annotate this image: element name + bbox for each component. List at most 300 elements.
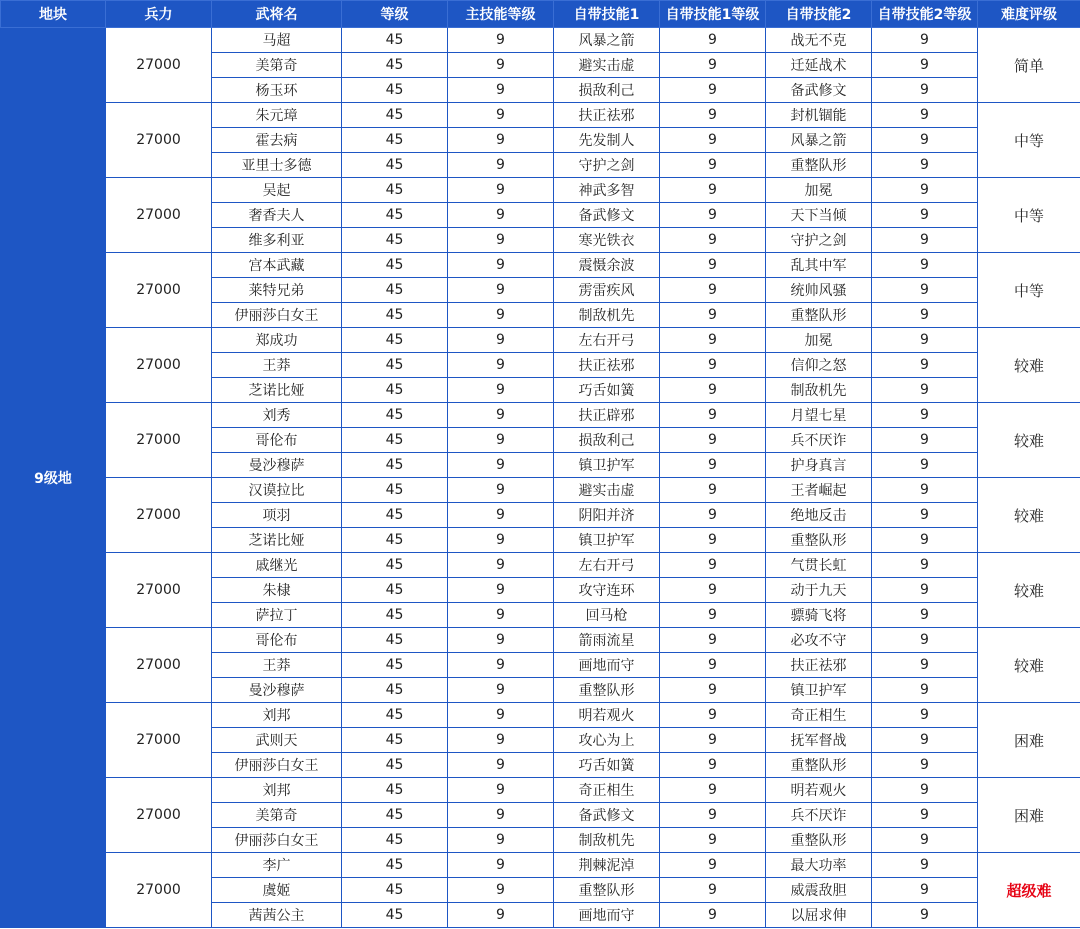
table-row <box>1 328 1080 353</box>
header-level: 等级 <box>342 1 448 28</box>
skill2-cell: 奇正相生 <box>766 703 872 728</box>
main-skill-level-cell: 9 <box>448 378 554 403</box>
skill2-level-cell: 9 <box>872 453 978 478</box>
hero-level-cell: 45 <box>342 528 448 553</box>
skill1-cell: 阴阳并济 <box>554 503 660 528</box>
skill2-cell: 封机锢能 <box>766 103 872 128</box>
hero-level-cell: 45 <box>342 303 448 328</box>
hero-name-cell: 茜茜公主 <box>212 903 342 928</box>
hero-name-cell: 亚里士多德 <box>212 153 342 178</box>
skill2-level-cell: 9 <box>872 478 978 503</box>
skill2-level-cell: 9 <box>872 228 978 253</box>
skill1-level-cell: 9 <box>660 578 766 603</box>
skill2-level-cell: 9 <box>872 128 978 153</box>
skill1-level-cell: 9 <box>660 753 766 778</box>
hero-level-cell: 45 <box>342 778 448 803</box>
hero-level-cell: 45 <box>342 203 448 228</box>
table-row <box>1 553 1080 578</box>
hero-level-cell: 45 <box>342 703 448 728</box>
hero-name-cell: 戚继光 <box>212 553 342 578</box>
skill1-cell: 震慑余波 <box>554 253 660 278</box>
troops-cell: 27000 <box>106 778 212 853</box>
main-skill-level-cell: 9 <box>448 828 554 853</box>
skill1-cell: 扶正辟邪 <box>554 403 660 428</box>
hero-name-cell: 哥伦布 <box>212 628 342 653</box>
skill1-cell: 损敌利己 <box>554 78 660 103</box>
troops-cell: 27000 <box>106 253 212 328</box>
skill1-level-cell: 9 <box>660 78 766 103</box>
hero-level-cell: 45 <box>342 753 448 778</box>
skill1-level-cell: 9 <box>660 903 766 928</box>
table-row <box>1 628 1080 653</box>
table-row <box>1 703 1080 728</box>
skill2-level-cell: 9 <box>872 353 978 378</box>
skill2-level-cell: 9 <box>872 278 978 303</box>
hero-level-cell: 45 <box>342 28 448 53</box>
main-skill-level-cell: 9 <box>448 278 554 303</box>
hero-level-cell: 45 <box>342 503 448 528</box>
hero-name-cell: 宫本武藏 <box>212 253 342 278</box>
difficulty-cell: 中等 <box>978 253 1080 328</box>
table-row <box>1 403 1080 428</box>
skill1-cell: 先发制人 <box>554 128 660 153</box>
skill2-cell: 兵不厌诈 <box>766 428 872 453</box>
hero-name-cell: 武则天 <box>212 728 342 753</box>
hero-level-cell: 45 <box>342 903 448 928</box>
skill2-cell: 王者崛起 <box>766 478 872 503</box>
skill1-level-cell: 9 <box>660 878 766 903</box>
header-row <box>1 1 1080 28</box>
header-skill2-level: 自带技能2等级 <box>872 1 978 28</box>
main-skill-level-cell: 9 <box>448 503 554 528</box>
skill2-level-cell: 9 <box>872 878 978 903</box>
skill1-level-cell: 9 <box>660 303 766 328</box>
troops-cell: 27000 <box>106 178 212 253</box>
main-skill-level-cell: 9 <box>448 478 554 503</box>
header-troops: 兵力 <box>106 1 212 28</box>
header-skill1: 自带技能1 <box>554 1 660 28</box>
hero-level-cell: 45 <box>342 478 448 503</box>
header-hero-name: 武将名 <box>212 1 342 28</box>
skill1-cell: 画地而守 <box>554 653 660 678</box>
skill1-level-cell: 9 <box>660 178 766 203</box>
hero-level-cell: 45 <box>342 678 448 703</box>
main-skill-level-cell: 9 <box>448 28 554 53</box>
skill1-level-cell: 9 <box>660 28 766 53</box>
table-row <box>1 253 1080 278</box>
main-skill-level-cell: 9 <box>448 703 554 728</box>
skill2-level-cell: 9 <box>872 603 978 628</box>
skill1-level-cell: 9 <box>660 228 766 253</box>
troops-cell: 27000 <box>106 703 212 778</box>
difficulty-cell: 困难 <box>978 778 1080 853</box>
hero-name-cell: 刘秀 <box>212 403 342 428</box>
troops-cell: 27000 <box>106 403 212 478</box>
skill1-cell: 避实击虚 <box>554 53 660 78</box>
skill1-cell: 箭雨流星 <box>554 628 660 653</box>
main-skill-level-cell: 9 <box>448 778 554 803</box>
skill1-cell: 制敌机先 <box>554 828 660 853</box>
skill2-cell: 备武修文 <box>766 78 872 103</box>
skill1-cell: 巧舌如簧 <box>554 378 660 403</box>
skill1-cell: 巧舌如簧 <box>554 753 660 778</box>
skill1-level-cell: 9 <box>660 678 766 703</box>
skill1-cell: 重整队形 <box>554 878 660 903</box>
skill1-cell: 荆棘泥淖 <box>554 853 660 878</box>
skill1-level-cell: 9 <box>660 553 766 578</box>
hero-name-cell: 马超 <box>212 28 342 53</box>
difficulty-cell: 困难 <box>978 703 1080 778</box>
hero-name-cell: 芝诺比娅 <box>212 378 342 403</box>
hero-level-cell: 45 <box>342 378 448 403</box>
skill2-cell: 战无不克 <box>766 28 872 53</box>
skill1-level-cell: 9 <box>660 453 766 478</box>
hero-level-cell: 45 <box>342 228 448 253</box>
hero-level-cell: 45 <box>342 453 448 478</box>
skill2-level-cell: 9 <box>872 678 978 703</box>
main-skill-level-cell: 9 <box>448 78 554 103</box>
hero-level-cell: 45 <box>342 253 448 278</box>
difficulty-cell: 较难 <box>978 478 1080 553</box>
skill1-cell: 神武多智 <box>554 178 660 203</box>
main-skill-level-cell: 9 <box>448 553 554 578</box>
header-area: 地块 <box>1 1 106 28</box>
skill2-level-cell: 9 <box>872 703 978 728</box>
skill2-cell: 扶正祛邪 <box>766 653 872 678</box>
skill1-cell: 守护之剑 <box>554 153 660 178</box>
skill2-cell: 重整队形 <box>766 753 872 778</box>
skill1-level-cell: 9 <box>660 853 766 878</box>
skill2-level-cell: 9 <box>872 53 978 78</box>
hero-name-cell: 王莽 <box>212 653 342 678</box>
skill2-cell: 威震敌胆 <box>766 878 872 903</box>
hero-name-cell: 吴起 <box>212 178 342 203</box>
hero-name-cell: 汉谟拉比 <box>212 478 342 503</box>
hero-level-cell: 45 <box>342 403 448 428</box>
header-main-skill-level: 主技能等级 <box>448 1 554 28</box>
skill2-cell: 动于九天 <box>766 578 872 603</box>
skill1-cell: 明若观火 <box>554 703 660 728</box>
skill2-cell: 重整队形 <box>766 303 872 328</box>
skill1-level-cell: 9 <box>660 528 766 553</box>
hero-name-cell: 伊丽莎白女王 <box>212 828 342 853</box>
skill2-level-cell: 9 <box>872 103 978 128</box>
skill1-level-cell: 9 <box>660 828 766 853</box>
area-cell: 9级地 <box>1 28 106 928</box>
skill2-cell: 乱其中军 <box>766 253 872 278</box>
main-skill-level-cell: 9 <box>448 678 554 703</box>
hero-name-cell: 项羽 <box>212 503 342 528</box>
skill1-cell: 备武修文 <box>554 803 660 828</box>
skill1-cell: 镇卫护军 <box>554 453 660 478</box>
hero-name-cell: 莱特兄弟 <box>212 278 342 303</box>
hero-level-cell: 45 <box>342 103 448 128</box>
skill1-level-cell: 9 <box>660 328 766 353</box>
main-skill-level-cell: 9 <box>448 653 554 678</box>
skill1-level-cell: 9 <box>660 53 766 78</box>
skill2-cell: 气贯长虹 <box>766 553 872 578</box>
main-skill-level-cell: 9 <box>448 303 554 328</box>
hero-level-cell: 45 <box>342 628 448 653</box>
skill1-level-cell: 9 <box>660 278 766 303</box>
skill2-level-cell: 9 <box>872 503 978 528</box>
skill2-cell: 护身真言 <box>766 453 872 478</box>
hero-level-cell: 45 <box>342 128 448 153</box>
skill1-cell: 制敌机先 <box>554 303 660 328</box>
skill2-cell: 重整队形 <box>766 153 872 178</box>
skill2-cell: 月望七星 <box>766 403 872 428</box>
hero-name-cell: 伊丽莎白女王 <box>212 303 342 328</box>
hero-level-cell: 45 <box>342 178 448 203</box>
skill2-level-cell: 9 <box>872 178 978 203</box>
main-skill-level-cell: 9 <box>448 453 554 478</box>
skill1-level-cell: 9 <box>660 103 766 128</box>
hero-name-cell: 伊丽莎白女王 <box>212 753 342 778</box>
skill1-cell: 避实击虚 <box>554 478 660 503</box>
troops-cell: 27000 <box>106 103 212 178</box>
skill2-cell: 信仰之怒 <box>766 353 872 378</box>
skill2-cell: 明若观火 <box>766 778 872 803</box>
main-skill-level-cell: 9 <box>448 528 554 553</box>
skill1-level-cell: 9 <box>660 253 766 278</box>
main-skill-level-cell: 9 <box>448 228 554 253</box>
skill2-level-cell: 9 <box>872 403 978 428</box>
hero-level-cell: 45 <box>342 353 448 378</box>
skill1-level-cell: 9 <box>660 153 766 178</box>
skill1-level-cell: 9 <box>660 603 766 628</box>
hero-level-cell: 45 <box>342 328 448 353</box>
main-skill-level-cell: 9 <box>448 903 554 928</box>
skill1-level-cell: 9 <box>660 703 766 728</box>
skill2-level-cell: 9 <box>872 28 978 53</box>
skill2-level-cell: 9 <box>872 653 978 678</box>
main-skill-level-cell: 9 <box>448 203 554 228</box>
table-row <box>1 103 1080 128</box>
troops-cell: 27000 <box>106 553 212 628</box>
hero-name-cell: 虞姬 <box>212 878 342 903</box>
skill2-level-cell: 9 <box>872 553 978 578</box>
skill2-level-cell: 9 <box>872 78 978 103</box>
main-skill-level-cell: 9 <box>448 253 554 278</box>
hero-level-cell: 45 <box>342 553 448 578</box>
main-skill-level-cell: 9 <box>448 128 554 153</box>
skill2-cell: 加冕 <box>766 328 872 353</box>
skill1-level-cell: 9 <box>660 378 766 403</box>
hero-level-cell: 45 <box>342 578 448 603</box>
skill1-cell: 重整队形 <box>554 678 660 703</box>
skill2-level-cell: 9 <box>872 378 978 403</box>
hero-level-cell: 45 <box>342 653 448 678</box>
header-skill1-level: 自带技能1等级 <box>660 1 766 28</box>
hero-name-cell: 霍去病 <box>212 128 342 153</box>
table-row <box>1 178 1080 203</box>
hero-level-cell: 45 <box>342 428 448 453</box>
table-row <box>1 28 1080 53</box>
skill1-level-cell: 9 <box>660 653 766 678</box>
skill2-cell: 镇卫护军 <box>766 678 872 703</box>
skill2-level-cell: 9 <box>872 853 978 878</box>
table-row <box>1 853 1080 878</box>
skill1-level-cell: 9 <box>660 128 766 153</box>
troops-cell: 27000 <box>106 628 212 703</box>
skill1-cell: 画地而守 <box>554 903 660 928</box>
skill2-level-cell: 9 <box>872 778 978 803</box>
skill2-level-cell: 9 <box>872 728 978 753</box>
hero-level-cell: 45 <box>342 803 448 828</box>
skill1-cell: 扶正祛邪 <box>554 353 660 378</box>
troops-cell: 27000 <box>106 328 212 403</box>
skill1-cell: 扶正祛邪 <box>554 103 660 128</box>
skill2-cell: 以屈求伸 <box>766 903 872 928</box>
main-skill-level-cell: 9 <box>448 353 554 378</box>
skill2-cell: 兵不厌诈 <box>766 803 872 828</box>
skill1-level-cell: 9 <box>660 403 766 428</box>
skill1-cell: 攻心为上 <box>554 728 660 753</box>
troops-cell: 27000 <box>106 478 212 553</box>
skill2-cell: 重整队形 <box>766 828 872 853</box>
hero-level-cell: 45 <box>342 78 448 103</box>
skill2-level-cell: 9 <box>872 578 978 603</box>
main-skill-level-cell: 9 <box>448 753 554 778</box>
hero-name-cell: 王莽 <box>212 353 342 378</box>
skill1-level-cell: 9 <box>660 803 766 828</box>
hero-name-cell: 曼沙穆萨 <box>212 453 342 478</box>
skill2-level-cell: 9 <box>872 628 978 653</box>
troops-cell: 27000 <box>106 28 212 103</box>
main-skill-level-cell: 9 <box>448 728 554 753</box>
skill2-level-cell: 9 <box>872 828 978 853</box>
skill2-cell: 统帅风骚 <box>766 278 872 303</box>
skill2-level-cell: 9 <box>872 428 978 453</box>
skill2-cell: 守护之剑 <box>766 228 872 253</box>
hero-level-cell: 45 <box>342 153 448 178</box>
skill2-level-cell: 9 <box>872 753 978 778</box>
skill2-cell: 绝地反击 <box>766 503 872 528</box>
difficulty-cell: 较难 <box>978 553 1080 628</box>
skill1-level-cell: 9 <box>660 353 766 378</box>
hero-name-cell: 哥伦布 <box>212 428 342 453</box>
main-skill-level-cell: 9 <box>448 328 554 353</box>
main-skill-level-cell: 9 <box>448 878 554 903</box>
hero-name-cell: 郑成功 <box>212 328 342 353</box>
skill2-cell: 加冕 <box>766 178 872 203</box>
difficulty-cell: 简单 <box>978 28 1080 103</box>
skill1-cell: 攻守连环 <box>554 578 660 603</box>
main-skill-level-cell: 9 <box>448 578 554 603</box>
difficulty-cell: 较难 <box>978 628 1080 703</box>
skill1-cell: 损敌利己 <box>554 428 660 453</box>
hero-name-cell: 李广 <box>212 853 342 878</box>
difficulty-cell: 较难 <box>978 328 1080 403</box>
main-skill-level-cell: 9 <box>448 803 554 828</box>
hero-name-cell: 朱元璋 <box>212 103 342 128</box>
skill1-cell: 镇卫护军 <box>554 528 660 553</box>
skill1-cell: 奇正相生 <box>554 778 660 803</box>
skill2-level-cell: 9 <box>872 253 978 278</box>
skill1-level-cell: 9 <box>660 728 766 753</box>
hero-name-cell: 杨玉环 <box>212 78 342 103</box>
hero-level-cell: 45 <box>342 278 448 303</box>
main-skill-level-cell: 9 <box>448 178 554 203</box>
skill1-cell: 回马枪 <box>554 603 660 628</box>
hero-level-cell: 45 <box>342 728 448 753</box>
hero-name-cell: 萨拉丁 <box>212 603 342 628</box>
skill2-cell: 迁延战术 <box>766 53 872 78</box>
header-skill2: 自带技能2 <box>766 1 872 28</box>
skill1-level-cell: 9 <box>660 203 766 228</box>
skill2-cell: 抚军督战 <box>766 728 872 753</box>
main-skill-level-cell: 9 <box>448 603 554 628</box>
hero-name-cell: 朱棣 <box>212 578 342 603</box>
skill1-level-cell: 9 <box>660 503 766 528</box>
skill2-level-cell: 9 <box>872 528 978 553</box>
main-skill-level-cell: 9 <box>448 53 554 78</box>
skill2-level-cell: 9 <box>872 328 978 353</box>
skill1-cell: 左右开弓 <box>554 553 660 578</box>
skill1-level-cell: 9 <box>660 428 766 453</box>
hero-level-cell: 45 <box>342 828 448 853</box>
skill2-level-cell: 9 <box>872 203 978 228</box>
difficulty-cell: 超级难 <box>978 853 1080 928</box>
main-skill-level-cell: 9 <box>448 403 554 428</box>
skill1-cell: 备武修文 <box>554 203 660 228</box>
hero-name-cell: 美第奇 <box>212 803 342 828</box>
skill1-level-cell: 9 <box>660 778 766 803</box>
hero-name-cell: 芝诺比娅 <box>212 528 342 553</box>
troops-cell: 27000 <box>106 853 212 928</box>
skill1-cell: 风暴之箭 <box>554 28 660 53</box>
skill2-level-cell: 9 <box>872 153 978 178</box>
skill2-cell: 制敌机先 <box>766 378 872 403</box>
skill2-cell: 天下当倾 <box>766 203 872 228</box>
main-skill-level-cell: 9 <box>448 853 554 878</box>
skill2-cell: 最大功率 <box>766 853 872 878</box>
main-skill-level-cell: 9 <box>448 628 554 653</box>
hero-name-cell: 刘邦 <box>212 778 342 803</box>
table-body <box>1 28 1080 928</box>
skill2-cell: 重整队形 <box>766 528 872 553</box>
hero-name-cell: 美第奇 <box>212 53 342 78</box>
table-row <box>1 478 1080 503</box>
skill1-cell: 左右开弓 <box>554 328 660 353</box>
skill2-cell: 必攻不守 <box>766 628 872 653</box>
header-difficulty: 难度评级 <box>978 1 1080 28</box>
skill1-level-cell: 9 <box>660 628 766 653</box>
hero-name-cell: 刘邦 <box>212 703 342 728</box>
difficulty-cell: 中等 <box>978 178 1080 253</box>
hero-level-cell: 45 <box>342 853 448 878</box>
difficulty-cell: 较难 <box>978 403 1080 478</box>
skill1-cell: 寒光铁衣 <box>554 228 660 253</box>
skill2-level-cell: 9 <box>872 903 978 928</box>
main-skill-level-cell: 9 <box>448 153 554 178</box>
difficulty-cell: 中等 <box>978 103 1080 178</box>
skill2-level-cell: 9 <box>872 303 978 328</box>
hero-name-cell: 奢香夫人 <box>212 203 342 228</box>
skill2-cell: 骠骑飞将 <box>766 603 872 628</box>
hero-level-cell: 45 <box>342 53 448 78</box>
hero-name-cell: 维多利亚 <box>212 228 342 253</box>
hero-name-cell: 曼沙穆萨 <box>212 678 342 703</box>
hero-level-cell: 45 <box>342 603 448 628</box>
hero-level-cell: 45 <box>342 878 448 903</box>
skill2-level-cell: 9 <box>872 803 978 828</box>
skill2-cell: 风暴之箭 <box>766 128 872 153</box>
skill1-cell: 雳雷疾风 <box>554 278 660 303</box>
table-row <box>1 778 1080 803</box>
main-skill-level-cell: 9 <box>448 103 554 128</box>
skill1-level-cell: 9 <box>660 478 766 503</box>
